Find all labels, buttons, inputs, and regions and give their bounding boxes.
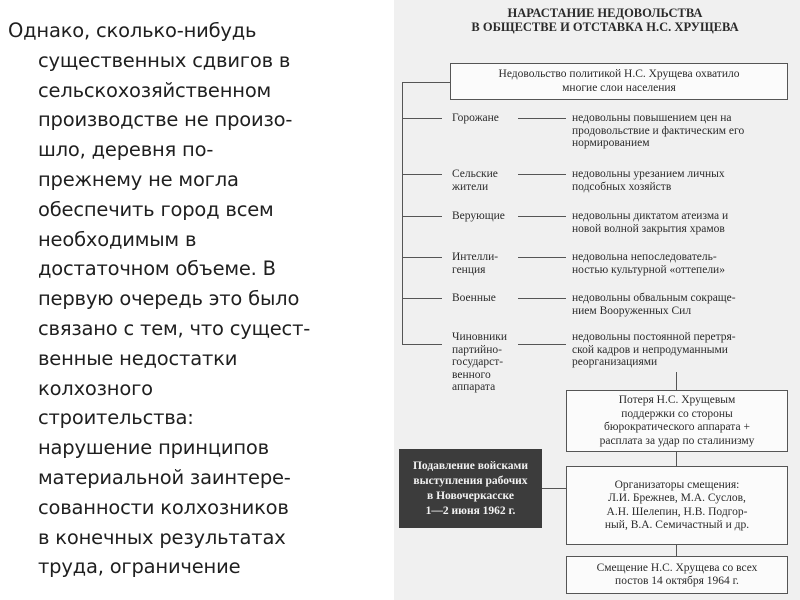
text-line: шло, деревня по- <box>38 138 214 162</box>
group-label: Сельские жители <box>452 168 498 193</box>
text-line: строительства: <box>38 406 194 430</box>
text-line: венные недостатки <box>38 346 238 370</box>
text-line: сельскохозяйственном <box>38 78 272 102</box>
connector-groups <box>402 344 442 345</box>
text-line: прежнему не могла <box>38 167 239 191</box>
group-label: Чиновники партийно- государст- венного аппарата <box>452 331 508 393</box>
group-reason: недовольны постоянной перетря- ской кадров и непродуманными реорганизациями <box>572 331 736 368</box>
dark-connector <box>542 488 566 489</box>
title-line-1: НАРАСТАНИЕ НЕДОВОЛЬСТВА <box>507 6 703 20</box>
text-line: производстве не произо- <box>38 108 293 132</box>
connector-groups <box>402 257 442 258</box>
text-line: Однако, сколько-нибудь <box>8 19 257 42</box>
arrow-line <box>676 372 677 390</box>
vertical-connector <box>402 82 403 344</box>
text-line: связано с тем, что сущест- <box>38 316 311 340</box>
group-label: Горожане <box>452 112 499 124</box>
dash <box>518 216 566 217</box>
removal-box: Смещение Н.С. Хрущева со всех постов 14 октября 1964 г. <box>566 556 788 594</box>
connector-groups <box>402 298 442 299</box>
group-reason: недовольны диктатом атеизма и новой волной закрытия храмов <box>572 210 729 235</box>
group-reason: недовольны повышением цен на продовольствие и фактическим его нормированием <box>572 112 745 149</box>
discontent-box: Недовольство политикой Н.С. Хрущева охватило многие слои населения <box>450 63 788 100</box>
text-line: существенных сдвигов в <box>38 48 291 72</box>
text-line: сованности колхозников <box>38 495 289 519</box>
text-line: обеспечить город всем <box>38 197 274 221</box>
connector-top <box>402 82 450 83</box>
text-line: первую очередь это было <box>38 287 300 311</box>
text-line: необходимым в <box>38 227 197 251</box>
text-line: нарушение принципов <box>38 436 269 460</box>
dash <box>518 257 566 258</box>
dash <box>518 344 566 345</box>
title-line-2: В ОБЩЕСТВЕ И ОТСТАВКА Н.С. ХРУЩЕВА <box>471 20 739 34</box>
text-line: достаточном объеме. В <box>38 257 276 281</box>
diagram-title <box>445 6 765 34</box>
connector-groups <box>402 174 442 175</box>
dash <box>518 298 566 299</box>
group-reason: недовольны урезанием личных подсобных хозяйств <box>572 168 725 193</box>
dash <box>518 118 566 119</box>
dash <box>518 174 566 175</box>
arrow-line <box>676 452 677 466</box>
group-label: Интелли- генция <box>452 251 499 276</box>
connector-groups <box>402 216 442 217</box>
group-reason: недовольна непоследователь- ностью культурной «оттепели» <box>572 251 725 276</box>
main-text <box>8 16 388 582</box>
organizers-box: Организаторы смещения: Л.И. Брежнев, М.А. Суслов, А.Н. Шелепин, Н.В. Подгор- ный, В.А. Семичастный и др. <box>566 466 788 545</box>
group-label: Верующие <box>452 210 505 222</box>
text-line: колхозного <box>38 376 153 400</box>
connector-groups <box>402 118 442 119</box>
group-reason: недовольны обвальным сокраще- нием Вооруженных Сил <box>572 292 736 317</box>
text-line: в конечных результатах <box>38 525 286 549</box>
group-label: Военные <box>452 292 496 304</box>
novocherkassk-box: Подавление войсками выступления рабочих в Новочеркасске 1—2 июня 1962 г. <box>399 449 542 528</box>
text-line: материальной заинтере- <box>38 465 291 489</box>
text-line: труда, ограничение <box>38 555 241 579</box>
arrow-line <box>676 545 677 556</box>
support-loss-box: Потеря Н.С. Хрущевым поддержки со стороны бюрократического аппарата + расплата за удар по сталинизму <box>566 390 788 452</box>
